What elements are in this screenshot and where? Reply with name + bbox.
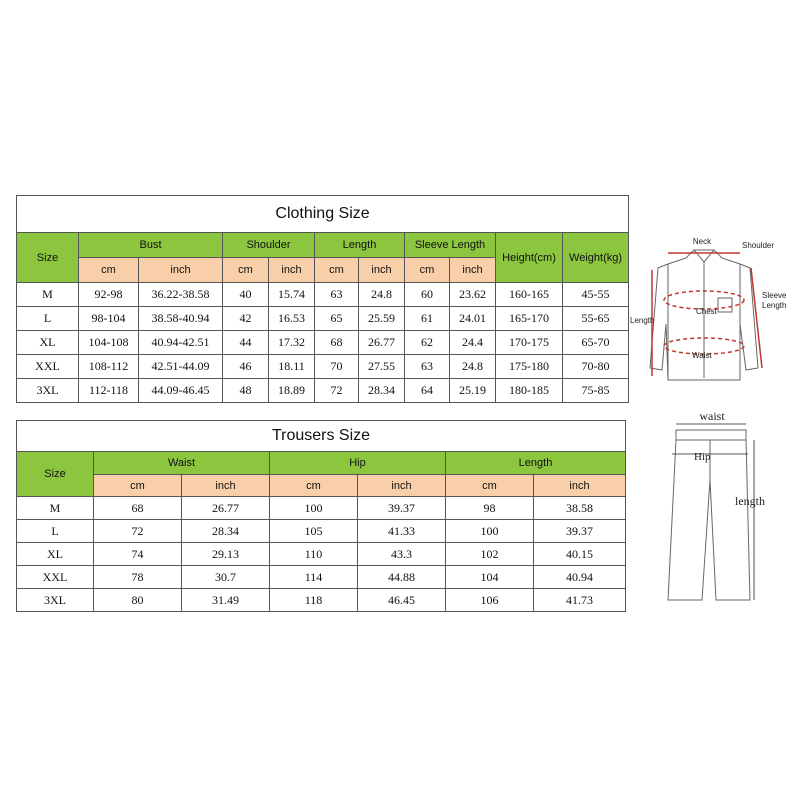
- table-row: [17, 497, 626, 520]
- unit-inch: inch: [182, 475, 270, 497]
- trousers-title: Trousers Size: [17, 421, 626, 452]
- value-cell: 68: [94, 497, 182, 520]
- value-cell: 42.51-44.09: [139, 355, 223, 379]
- value-cell: 112-118: [79, 379, 139, 403]
- size-header: Size: [17, 233, 79, 283]
- value-cell: 26.77: [359, 331, 405, 355]
- value-cell: 17.32: [269, 331, 315, 355]
- neck-label: Neck: [692, 237, 712, 246]
- value-cell: 28.34: [359, 379, 405, 403]
- value-cell: 63: [315, 283, 359, 307]
- value-cell: 36.22-38.58: [139, 283, 223, 307]
- value-cell: 26.77: [182, 497, 270, 520]
- value-cell: 40.94-42.51: [139, 331, 223, 355]
- value-cell: 106: [446, 589, 534, 612]
- size-cell: XL: [17, 331, 79, 355]
- unit-cm: cm: [446, 475, 534, 497]
- value-cell: 15.74: [269, 283, 315, 307]
- unit-cm: cm: [94, 475, 182, 497]
- value-cell: 42: [223, 307, 269, 331]
- value-cell: 118: [270, 589, 358, 612]
- table-row: [17, 543, 626, 566]
- value-cell: 48: [223, 379, 269, 403]
- value-cell: 100: [446, 520, 534, 543]
- value-cell: 38.58: [534, 497, 626, 520]
- value-cell: 39.37: [358, 497, 446, 520]
- value-cell: 29.13: [182, 543, 270, 566]
- value-cell: 61: [405, 307, 450, 331]
- size-cell: 3XL: [17, 589, 94, 612]
- hip-label: Hip: [694, 451, 711, 463]
- value-cell: 41.73: [534, 589, 626, 612]
- value-cell: 39.37: [534, 520, 626, 543]
- value-cell: 70-80: [563, 355, 629, 379]
- value-cell: 170-175: [496, 331, 563, 355]
- unit-cm: cm: [79, 258, 139, 283]
- shirt-diagram: [628, 228, 790, 388]
- value-cell: 160-165: [496, 283, 563, 307]
- value-cell: 45-55: [563, 283, 629, 307]
- size-cell: L: [17, 307, 79, 331]
- size-cell: M: [17, 497, 94, 520]
- table-row: [17, 379, 629, 403]
- length-label: Length: [630, 316, 655, 325]
- value-cell: 175-180: [496, 355, 563, 379]
- value-cell: 40.94: [534, 566, 626, 589]
- value-cell: 65: [315, 307, 359, 331]
- length-header: Length: [315, 233, 405, 258]
- value-cell: 104: [446, 566, 534, 589]
- size-cell: XXL: [17, 566, 94, 589]
- unit-cm: cm: [270, 475, 358, 497]
- chest-label: Chest: [696, 307, 717, 316]
- value-cell: 31.49: [182, 589, 270, 612]
- value-cell: 70: [315, 355, 359, 379]
- value-cell: 64: [405, 379, 450, 403]
- value-cell: 24.01: [450, 307, 496, 331]
- value-cell: 40.15: [534, 543, 626, 566]
- value-cell: 16.53: [269, 307, 315, 331]
- value-cell: 110: [270, 543, 358, 566]
- value-cell: 24.4: [450, 331, 496, 355]
- value-cell: 92-98: [79, 283, 139, 307]
- value-cell: 62: [405, 331, 450, 355]
- value-cell: 43.3: [358, 543, 446, 566]
- size-cell: 3XL: [17, 379, 79, 403]
- value-cell: 102: [446, 543, 534, 566]
- height-header: Height(cm): [496, 233, 563, 283]
- value-cell: 80: [94, 589, 182, 612]
- unit-cm: cm: [315, 258, 359, 283]
- value-cell: 63: [405, 355, 450, 379]
- table-row: [17, 283, 629, 307]
- value-cell: 44.88: [358, 566, 446, 589]
- pants-diagram: [650, 410, 780, 610]
- value-cell: 25.19: [450, 379, 496, 403]
- shoulder-header: Shoulder: [223, 233, 315, 258]
- shoulder-label: Shoulder: [742, 241, 775, 250]
- value-cell: 27.55: [359, 355, 405, 379]
- value-cell: 46: [223, 355, 269, 379]
- value-cell: 44: [223, 331, 269, 355]
- value-cell: 24.8: [359, 283, 405, 307]
- unit-inch: inch: [534, 475, 626, 497]
- unit-inch: inch: [139, 258, 223, 283]
- value-cell: 78: [94, 566, 182, 589]
- value-cell: 55-65: [563, 307, 629, 331]
- value-cell: 23.62: [450, 283, 496, 307]
- value-cell: 75-85: [563, 379, 629, 403]
- bust-header: Bust: [79, 233, 223, 258]
- length-label: length: [735, 494, 765, 508]
- length-header: Length: [446, 452, 626, 475]
- value-cell: 72: [94, 520, 182, 543]
- unit-inch: inch: [358, 475, 446, 497]
- waist-label: Waist: [692, 351, 712, 360]
- waist-header: Waist: [94, 452, 270, 475]
- value-cell: 60: [405, 283, 450, 307]
- unit-inch: inch: [269, 258, 315, 283]
- value-cell: 180-185: [496, 379, 563, 403]
- trousers-size-table: [16, 420, 626, 612]
- table-row: [17, 566, 626, 589]
- sleeve-length-header: Sleeve Length: [405, 233, 496, 258]
- value-cell: 44.09-46.45: [139, 379, 223, 403]
- value-cell: 105: [270, 520, 358, 543]
- clothing-size-table: [16, 195, 629, 403]
- value-cell: 41.33: [358, 520, 446, 543]
- value-cell: 18.89: [269, 379, 315, 403]
- value-cell: 30.7: [182, 566, 270, 589]
- value-cell: 108-112: [79, 355, 139, 379]
- unit-inch: inch: [359, 258, 405, 283]
- clothing-title: Clothing Size: [17, 196, 629, 233]
- unit-cm: cm: [405, 258, 450, 283]
- sleeve-length-label: Length: [762, 301, 787, 310]
- table-row: [17, 355, 629, 379]
- size-cell: L: [17, 520, 94, 543]
- weight-header: Weight(kg): [563, 233, 629, 283]
- table-row: [17, 520, 626, 543]
- value-cell: 114: [270, 566, 358, 589]
- value-cell: 72: [315, 379, 359, 403]
- table-row: [17, 589, 626, 612]
- value-cell: 46.45: [358, 589, 446, 612]
- value-cell: 38.58-40.94: [139, 307, 223, 331]
- value-cell: 25.59: [359, 307, 405, 331]
- table-row: [17, 307, 629, 331]
- value-cell: 24.8: [450, 355, 496, 379]
- measure-lines: [672, 424, 754, 600]
- value-cell: 165-170: [496, 307, 563, 331]
- value-cell: 65-70: [563, 331, 629, 355]
- value-cell: 74: [94, 543, 182, 566]
- unit-cm: cm: [223, 258, 269, 283]
- size-cell: XL: [17, 543, 94, 566]
- value-cell: 40: [223, 283, 269, 307]
- sleeve-label: Sleeve: [762, 291, 787, 300]
- size-cell: M: [17, 283, 79, 307]
- value-cell: 68: [315, 331, 359, 355]
- unit-inch: inch: [450, 258, 496, 283]
- value-cell: 98: [446, 497, 534, 520]
- table-row: [17, 331, 629, 355]
- value-cell: 18.11: [269, 355, 315, 379]
- size-header: Size: [17, 452, 94, 497]
- size-cell: XXL: [17, 355, 79, 379]
- hip-header: Hip: [270, 452, 446, 475]
- value-cell: 98-104: [79, 307, 139, 331]
- value-cell: 104-108: [79, 331, 139, 355]
- waist-label: waist: [699, 410, 725, 423]
- value-cell: 100: [270, 497, 358, 520]
- value-cell: 28.34: [182, 520, 270, 543]
